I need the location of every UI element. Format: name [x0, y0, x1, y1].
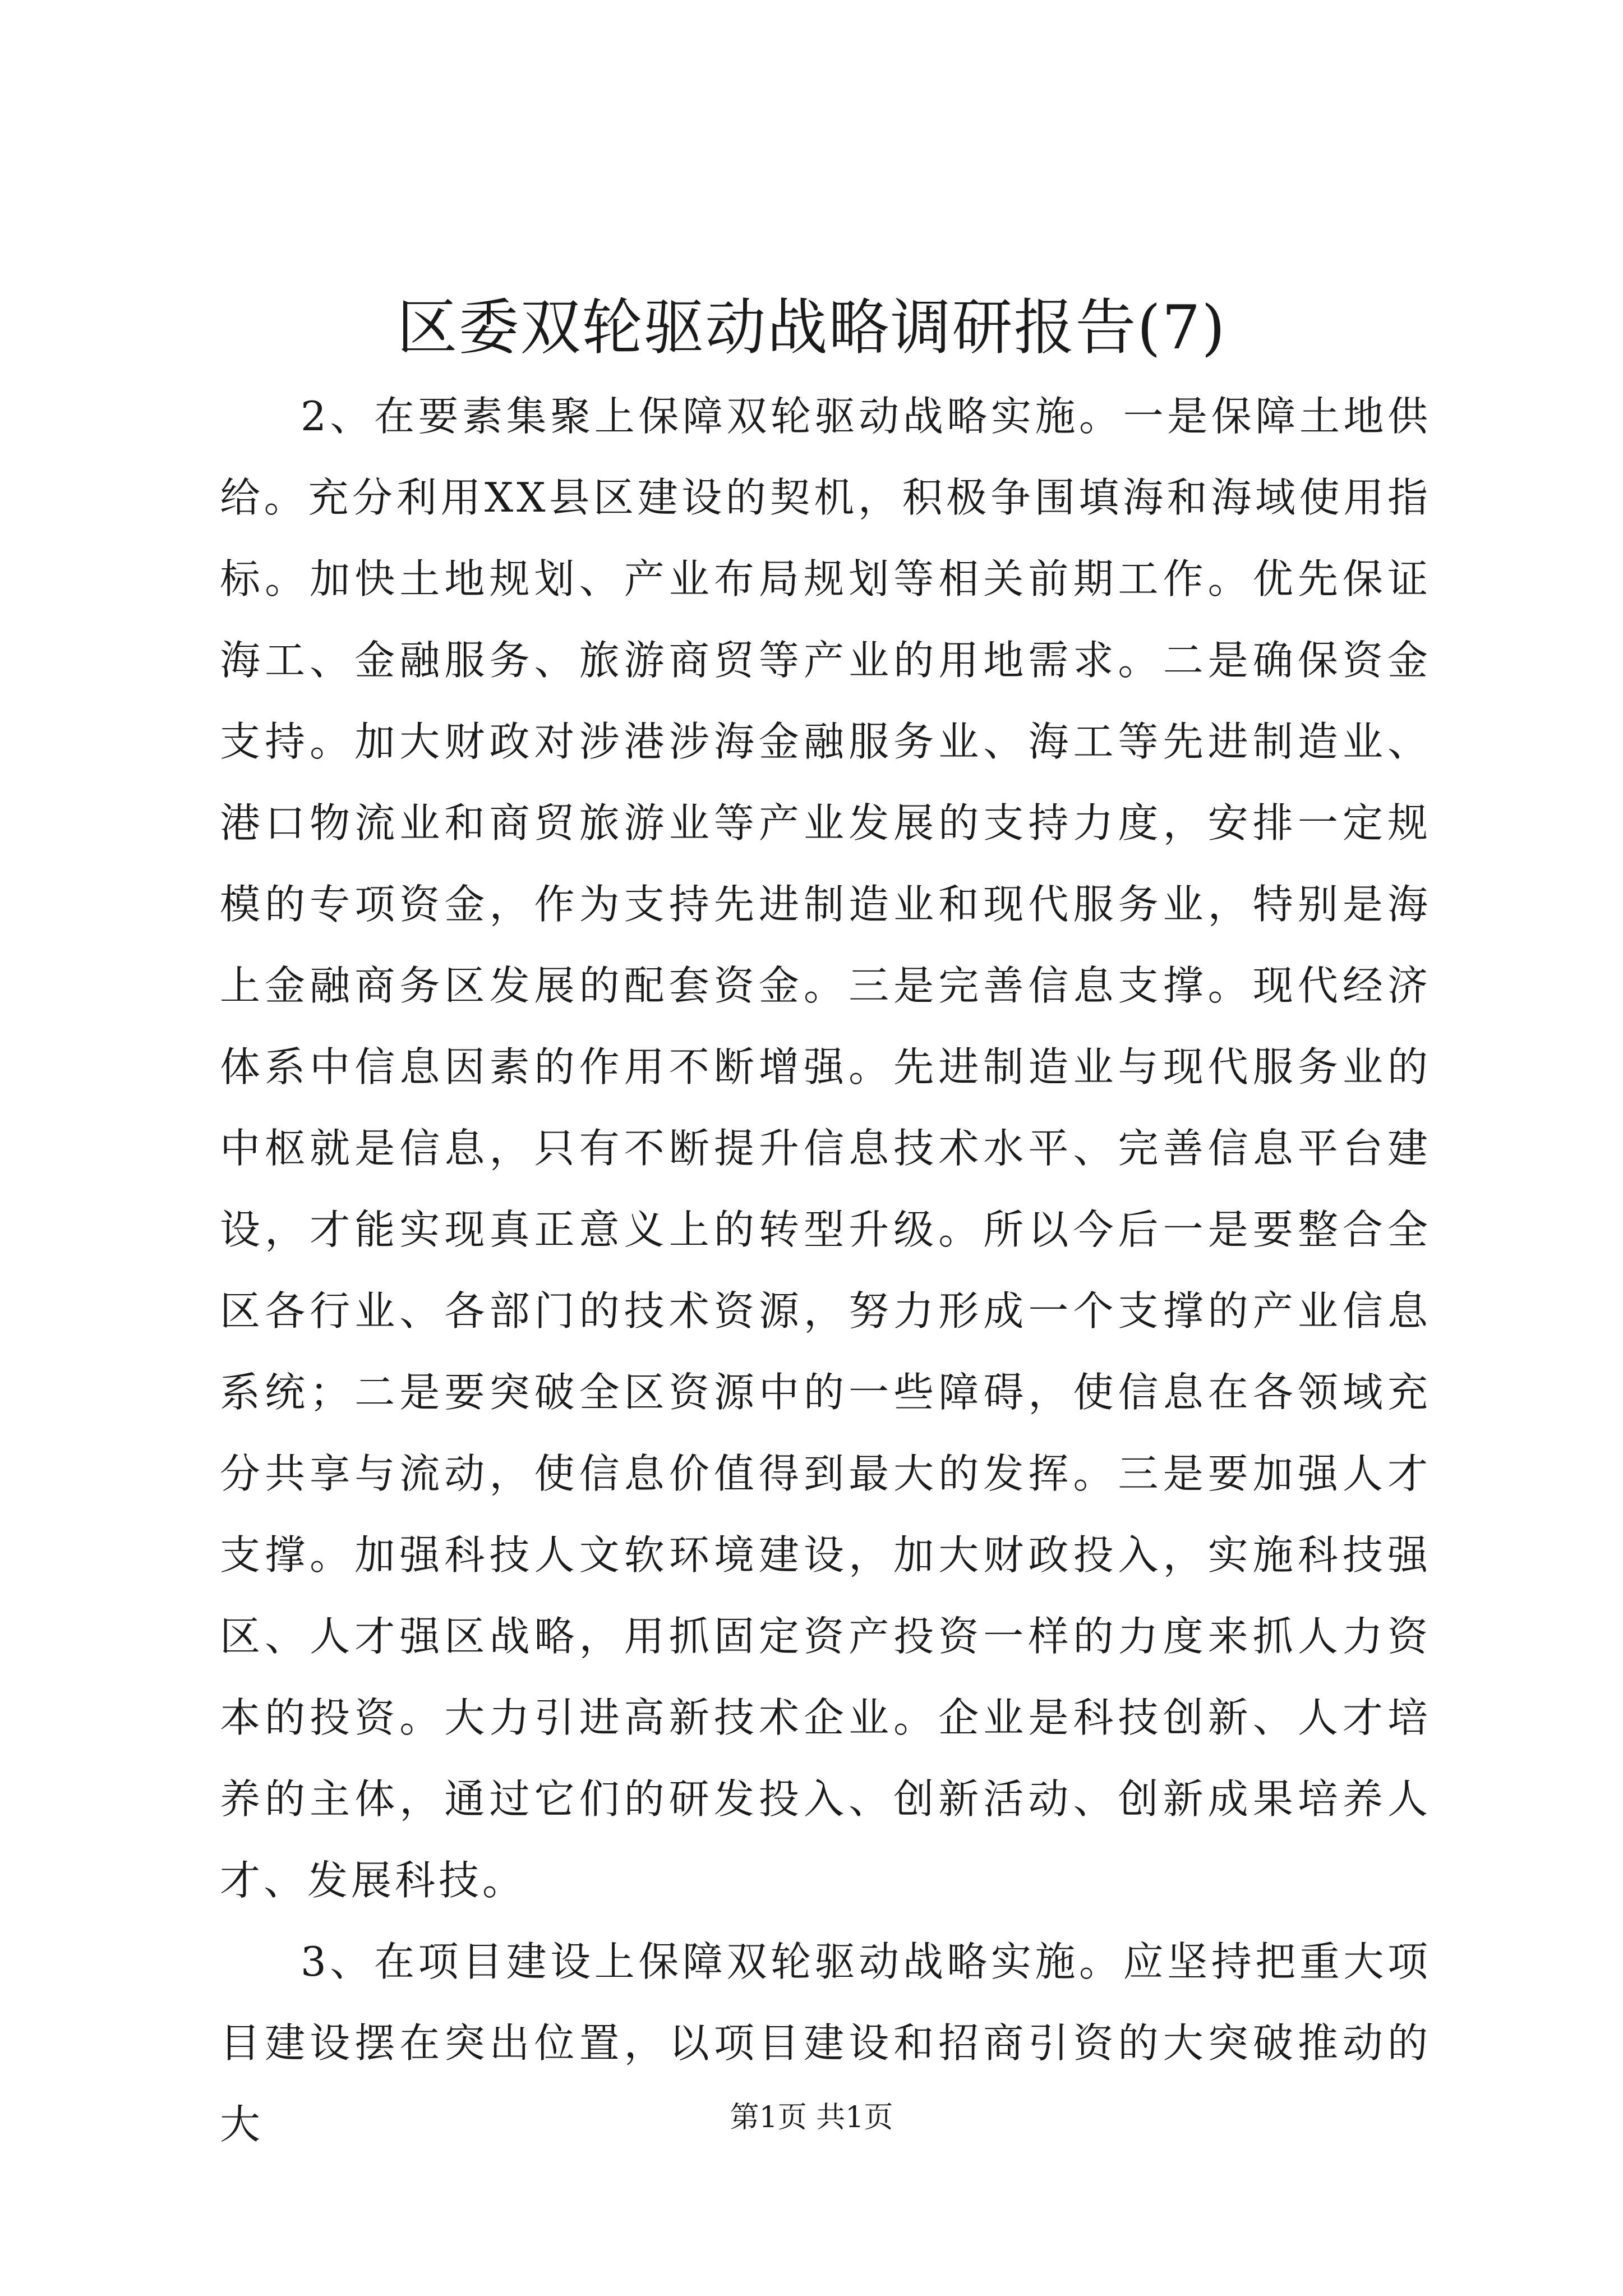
page-number-footer: 第1页 共1页 — [730, 2101, 893, 2134]
paragraph-2: 2、在要素集聚上保障双轮驱动战略实施。一是保障土地供给。充分利用XX县区建设的契机，积极争围填海和海域使用指标。加快土地规划、产业布局规划等相关前期工作。优先保证海工、金融服务、旅游商贸等产业的用地需求。二是确保资金支持。加大财政对涉港涉海金融服务业、海工等先进制造业、港口物流业和商贸旅游业等产业发展的支持力度，安排一定规模的专项资金，作为支持先进制造业和现代服务业，特别是海上金融商务区发展的配套资金。三是完善信息支撑。现代经济体系中信息因素的作用不断增强。先进制造业与现代服务业的中枢就是信息，只有不断提升信息技术水平、完善信息平台建设，才能实现真正意义上的转型升级。所以今后一是要整合全区各行业、各部门的技术资源，努力形成一个支撑的产业信息系统；二是要突破全区资源中的一些障碍，使信息在各领域充分共享与流动，使信息价值得到最大的发挥。三是要加强人才支撑。加强科技人文软环境建设，加大财政投入，实施科技强区、人才强区战略，用抓固定资产投资一样的力度来抓人力资本的投资。大力引进高新技术企业。企业是科技创新、人才培养的主体，通过它们的研发投入、创新活动、创新成果培养人才、发展科技。 — [220, 393, 1431, 1904]
paragraph-3: 3、在项目建设上保障双轮驱动战略实施。应坚持把重大项目建设摆在突出位置，以项目建设和招商引资的大突破推动的大 — [220, 1938, 1431, 2148]
document-title: 区委双轮驱动战略调研报告(7) — [396, 293, 1227, 363]
document-body — [220, 376, 1431, 2165]
